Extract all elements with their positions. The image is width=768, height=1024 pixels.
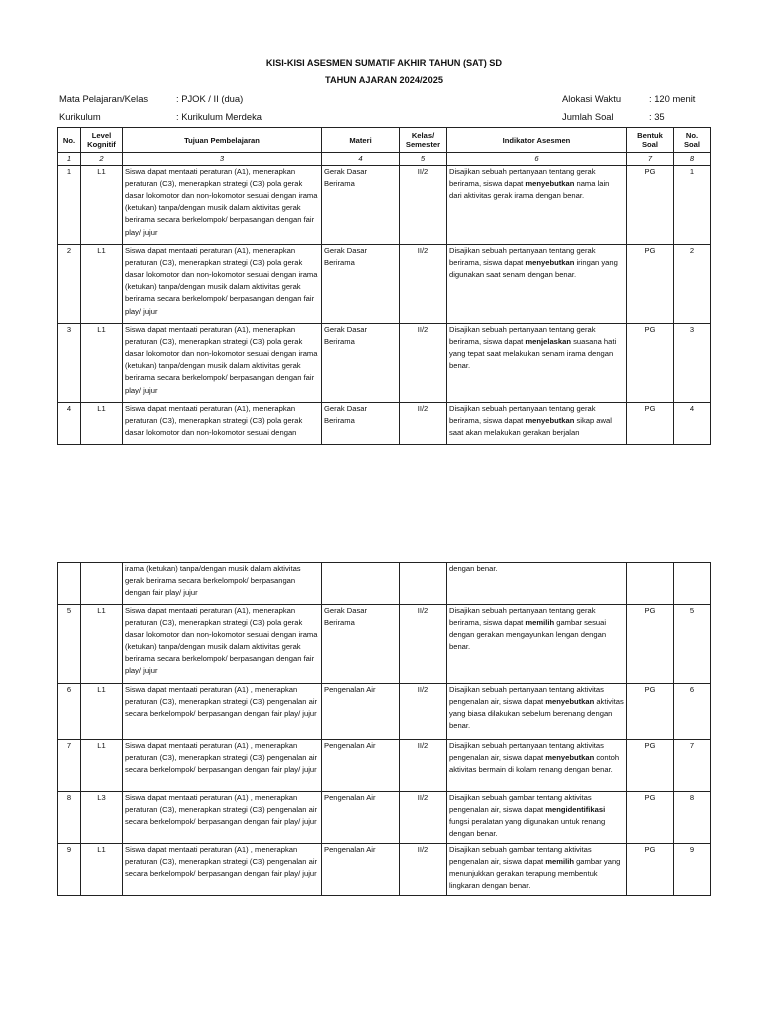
mapel-value: : PJOK / II (dua) [176,93,244,104]
row-nosoal: 5 [674,605,711,684]
row-bentuk: PG [627,684,674,740]
indikator-keyword: menyebutkan [545,753,595,763]
row-kelas: II/2 [400,403,447,445]
indikator-text: Disajikan sebuah pertanyaan tentang gerak berirama, siswa dapat [449,246,596,268]
kisi-table-page-1 [57,127,711,445]
indikator-text: fungsi peralatan yang digunakan untuk renang dengan benar. [449,817,606,839]
indikator-keyword: mengidentifikasi [545,805,606,815]
row-materi: Gerak Dasar Berirama [322,324,400,403]
row-number: 4 [58,403,81,445]
table-row [58,245,711,324]
row-materi: Gerak Dasar Berirama [322,166,400,245]
row-materi: Pengenalan Air [322,792,400,844]
row-materi: Pengenalan Air [322,844,400,896]
row-level: L1 [81,403,123,445]
header-bentuk: Bentuk Soal [627,128,674,153]
row-bentuk: PG [627,740,674,792]
row-bentuk [627,563,674,605]
indikator-text: dengan benar. [449,564,498,573]
row-bentuk: PG [627,245,674,324]
indikator-text: Disajikan sebuah pertanyaan tentang gerak berirama, siswa dapat [449,404,596,426]
kurikulum-value: : Kurikulum Merdeka [176,111,262,122]
row-nosoal: 7 [674,740,711,792]
col-number: 3 [123,153,322,166]
indikator-text: aktivitas yang biasa dilakukan sebelum berenang dengan benar. [449,697,624,731]
header-materi: Materi [322,128,400,153]
indikator-keyword: memilih [525,618,555,628]
jumlah-value: : 35 [649,111,665,122]
col-number: 4 [322,153,400,166]
row-indikator [447,245,627,324]
row-number: 8 [58,792,81,844]
row-number: 6 [58,684,81,740]
indikator-text: Disajikan sebuah pertanyaan tentang gerak berirama, siswa dapat [449,167,596,189]
row-bentuk: PG [627,844,674,896]
col-number: 5 [400,153,447,166]
table-row [58,563,711,605]
header-level: Level Kognitif [81,128,123,153]
alokasi-label: Alokasi Waktu [562,93,622,104]
indikator-text: sikap awal saat akan melakukan gerakan berjalan [449,416,612,438]
row-materi: Gerak Dasar Berirama [322,403,400,445]
row-level: L1 [81,166,123,245]
indikator-keyword: menyebutkan [525,416,575,426]
row-indikator [447,563,627,605]
col-number: 6 [447,153,627,166]
row-kelas: II/2 [400,245,447,324]
kurikulum-label: Kurikulum [59,111,101,122]
row-indikator [447,605,627,684]
row-number: 5 [58,605,81,684]
row-bentuk: PG [627,166,674,245]
row-kelas [400,563,447,605]
table-row [58,684,711,740]
indikator-keyword: menyebutkan [545,697,595,707]
table-row [58,324,711,403]
row-level: L1 [81,684,123,740]
row-number: 3 [58,324,81,403]
indikator-keyword: menyebutkan [525,258,575,268]
document-subtitle: TAHUN AJARAN 2024/2025 [325,75,443,85]
row-level: L1 [81,740,123,792]
col-number: 8 [674,153,711,166]
table-row [58,792,711,844]
row-materi [322,563,400,605]
col-number: 2 [81,153,123,166]
header-indikator: Indikator Asesmen [447,128,627,153]
row-nosoal: 4 [674,403,711,445]
header-nosoal: No. Soal [674,128,711,153]
indikator-text: gambar sesuai dengan gerakan mengayunkan lengan dengan benar. [449,618,607,652]
row-number: 2 [58,245,81,324]
row-nosoal: 6 [674,684,711,740]
table-row [58,740,711,792]
indikator-keyword: memilih [545,857,574,867]
row-tujuan: Siswa dapat mentaati peraturan (A1) , menerapkan peraturan (C3), menerapkan strategi (C3) pengenalan air secara berkelompok/ berpasangan dengan fair play/ jujur [123,844,322,896]
row-level: L1 [81,844,123,896]
row-level: L1 [81,245,123,324]
row-bentuk: PG [627,403,674,445]
row-materi: Gerak Dasar Berirama [322,605,400,684]
row-nosoal: 8 [674,792,711,844]
row-materi: Pengenalan Air [322,684,400,740]
row-materi: Gerak Dasar Berirama [322,245,400,324]
table-row [58,844,711,896]
indikator-keyword: menyebutkan [525,179,575,189]
row-bentuk: PG [627,605,674,684]
table-row [58,166,711,245]
table-header-row [58,128,711,153]
row-materi: Pengenalan Air [322,740,400,792]
row-kelas: II/2 [400,740,447,792]
row-bentuk: PG [627,792,674,844]
row-indikator [447,792,627,844]
row-tujuan: Siswa dapat mentaati peraturan (A1), menerapkan peraturan (C3), menerapkan strategi (C3) pola gerak dasar lokomotor dan non-lokomotor sesuai dengan irama (ketukan) tanpa/dengan musik dalam aktivitas gerak berirama secara berkelompok/ berpasangan dengan fair play/ jujur [123,166,322,245]
row-number: 7 [58,740,81,792]
indikator-text: suasana hati yang tepat saat melakukan senam irama dengan benar. [449,337,617,371]
row-tujuan: irama (ketukan) tanpa/dengan musik dalam aktivitas gerak berirama secara berkelompok/ berpasangan dengan fair play/ jujur [123,563,322,605]
row-tujuan: Siswa dapat mentaati peraturan (A1) , menerapkan peraturan (C3), menerapkan strategi (C3) pengenalan air secara berkelompok/ berpasangan dengan fair play/ jujur [123,740,322,792]
row-tujuan: Siswa dapat mentaati peraturan (A1), menerapkan peraturan (C3), menerapkan strategi (C3) pola gerak dasar lokomotor dan non-lokomotor sesuai dengan irama (ketukan) tanpa/dengan musik dalam aktivitas gerak berirama secara berkelompok/ berpasangan dengan fair play/ jujur [123,324,322,403]
alokasi-value: : 120 menit [649,93,696,104]
row-indikator [447,844,627,896]
row-level [81,563,123,605]
row-kelas: II/2 [400,844,447,896]
indikator-text: gambar yang menunjukkan gerakan terapung membentuk lingkaran dengan benar. [449,857,621,891]
row-indikator [447,324,627,403]
row-number: 9 [58,844,81,896]
column-number-row [58,153,711,166]
row-level: L1 [81,605,123,684]
row-indikator [447,166,627,245]
indikator-keyword: menjelaskan [525,337,571,347]
row-tujuan: Siswa dapat mentaati peraturan (A1), menerapkan peraturan (C3), menerapkan strategi (C3) pola gerak dasar lokomotor dan non-lokomotor sesuai dengan irama (ketukan) tanpa/dengan musik dalam aktivitas gerak berirama secara berkelompok/ berpasangan dengan fair play/ jujur [123,605,322,684]
row-indikator [447,403,627,445]
jumlah-label: Jumlah Soal [562,111,614,122]
indikator-text: iringan yang digunakan saat senam dengan benar. [449,258,618,280]
header-tujuan: Tujuan Pembelajaran [123,128,322,153]
header-kelas: Kelas/ Semester [400,128,447,153]
row-nosoal: 3 [674,324,711,403]
row-level: L1 [81,324,123,403]
row-kelas: II/2 [400,166,447,245]
indikator-text: Disajikan sebuah pertanyaan tentang aktivitas pengenalan air, siswa dapat [449,741,604,763]
indikator-text: contoh aktivitas bermain di kolam renang dengan benar. [449,753,620,775]
row-kelas: II/2 [400,792,447,844]
indikator-text: Disajikan sebuah pertanyaan tentang gerak berirama, siswa dapat [449,325,596,347]
row-bentuk: PG [627,324,674,403]
kisi-table-page-2 [57,562,711,896]
row-kelas: II/2 [400,324,447,403]
document-title: KISI-KISI ASESMEN SUMATIF AKHIR TAHUN (SAT) SD [265,58,503,68]
indikator-text: nama lain dari aktivitas gerak irama dengan benar. [449,179,610,201]
mapel-label: Mata Pelajaran/Kelas [59,93,149,104]
row-kelas: II/2 [400,605,447,684]
row-kelas: II/2 [400,684,447,740]
header-no: No. [58,128,81,153]
row-tujuan: Siswa dapat mentaati peraturan (A1) , menerapkan peraturan (C3), menerapkan strategi (C3) pengenalan air secara berkelompok/ berpasangan dengan fair play/ jujur [123,684,322,740]
table-row [58,605,711,684]
row-nosoal: 2 [674,245,711,324]
indikator-text: Disajikan sebuah gambar tentang aktivitas pengenalan air, siswa dapat [449,845,592,867]
row-indikator [447,740,627,792]
table-row [58,403,711,445]
row-tujuan: Siswa dapat mentaati peraturan (A1), menerapkan peraturan (C3), menerapkan strategi (C3) pola gerak dasar lokomotor dan non-lokomotor sesuai dengan [123,403,322,445]
col-number: 7 [627,153,674,166]
row-nosoal [674,563,711,605]
row-nosoal: 9 [674,844,711,896]
row-nosoal: 1 [674,166,711,245]
col-number: 1 [58,153,81,166]
row-tujuan: Siswa dapat mentaati peraturan (A1), menerapkan peraturan (C3), menerapkan strategi (C3) pola gerak dasar lokomotor dan non-lokomotor sesuai dengan irama (ketukan) tanpa/dengan musik dalam aktivitas gerak berirama secara berkelompok/ berpasangan dengan fair play/ jujur [123,245,322,324]
row-number [58,563,81,605]
row-tujuan: Siswa dapat mentaati peraturan (A1) , menerapkan peraturan (C3), menerapkan strategi (C3) pengenalan air secara berkelompok/ berpasangan dengan fair play/ jujur [123,792,322,844]
row-number: 1 [58,166,81,245]
indikator-text: Disajikan sebuah gambar tentang aktivitas pengenalan air, siswa dapat [449,793,592,815]
indikator-text: Disajikan sebuah pertanyaan tentang aktivitas pengenalan air, siswa dapat [449,685,604,707]
row-indikator [447,684,627,740]
row-level: L3 [81,792,123,844]
indikator-text: Disajikan sebuah pertanyaan tentang gerak berirama, siswa dapat [449,606,596,628]
